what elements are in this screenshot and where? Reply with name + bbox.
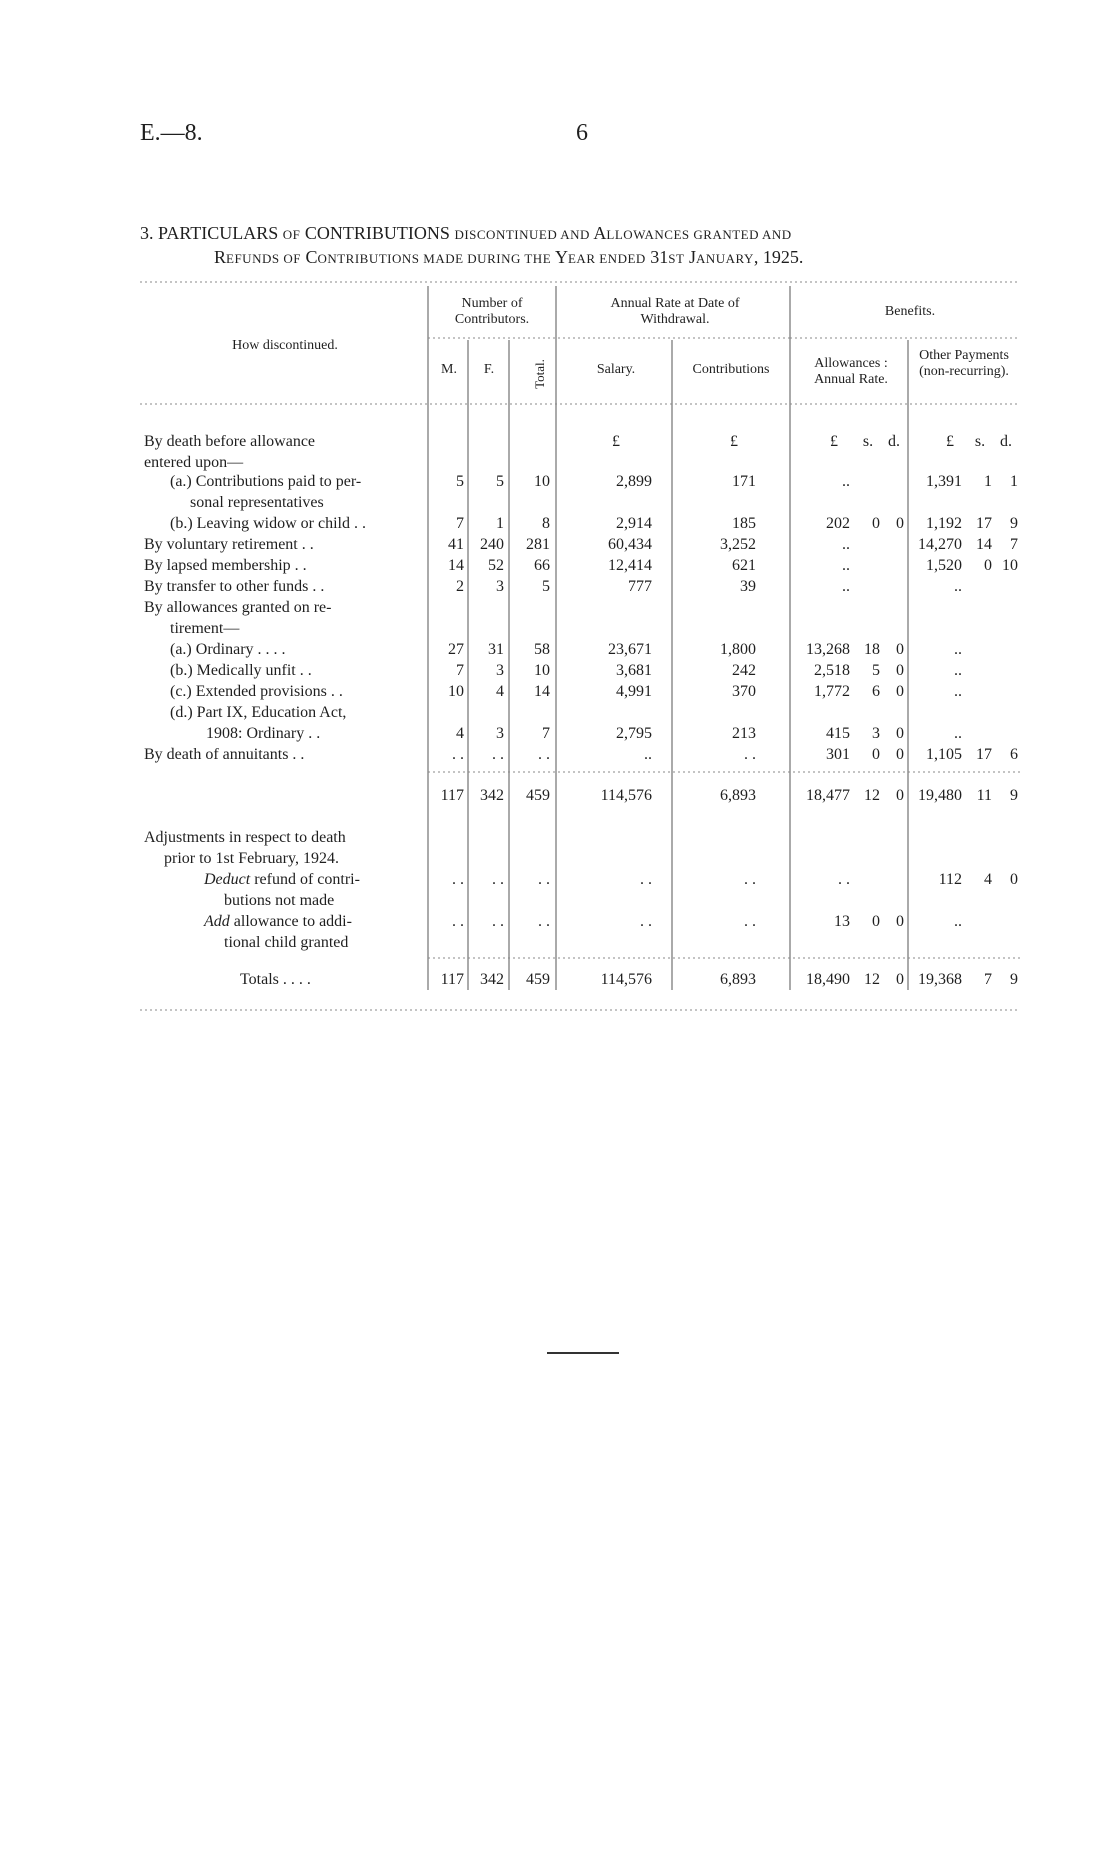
title-line-1 — [140, 223, 792, 243]
title-part: 31 — [645, 247, 669, 267]
cell-total: 7 — [542, 725, 550, 742]
cell-allow-pence: 0 — [896, 725, 904, 742]
unit-other-pounds: £ — [946, 433, 954, 450]
cell-contributions: 185 — [732, 515, 756, 532]
cell-other-pence: 10 — [1002, 557, 1018, 574]
row-label: By lapsed membership . . — [144, 557, 307, 574]
cell-other-shillings: 7 — [984, 971, 992, 988]
cell-other-shillings: 11 — [976, 787, 992, 804]
header-m: M. — [441, 362, 457, 377]
cell-salary: 23,671 — [608, 641, 652, 658]
cell-allow-pounds: 13 — [834, 913, 850, 930]
header-contributions: Contributions — [692, 362, 770, 377]
unit-allow-pence: d. — [888, 433, 900, 450]
cell-total: 5 — [542, 578, 550, 595]
cell-contributions: . . — [744, 746, 756, 763]
title-part: CONTRIBUTIONS — [300, 223, 455, 243]
cell-other-pounds: .. — [954, 662, 962, 679]
cell-f: 3 — [496, 662, 504, 679]
cell-contributions: 370 — [732, 683, 756, 700]
cell-allow-shillings: 12 — [864, 971, 880, 988]
cell-allow-pence: 0 — [896, 971, 904, 988]
cell-salary: 12,414 — [608, 557, 652, 574]
cell-other-pounds: 19,480 — [918, 787, 962, 804]
cell-other-pounds: 1,192 — [926, 515, 962, 532]
title-part: ST — [668, 251, 685, 266]
cell-m: 14 — [448, 557, 464, 574]
cell-salary: 114,576 — [600, 787, 652, 804]
cell-m: 117 — [440, 971, 464, 988]
cell-salary: 3,681 — [616, 662, 652, 679]
document-code: E.—8. — [140, 120, 203, 146]
cell-total: 10 — [534, 662, 550, 679]
cell-m: . . — [452, 746, 464, 763]
cell-allow-shillings: 5 — [872, 662, 880, 679]
cell-other-pounds: .. — [954, 641, 962, 658]
cell-f: . . — [492, 746, 504, 763]
row-label: (d.) Part IX, Education Act, — [170, 704, 347, 721]
cell-allow-pounds: 2,518 — [814, 662, 850, 679]
unit-salary: £ — [612, 433, 620, 450]
cell-allow-pence: 0 — [896, 515, 904, 532]
cell-m: 10 — [448, 683, 464, 700]
cell-contributions: 213 — [732, 725, 756, 742]
title-part: C — [300, 247, 318, 267]
cell-m: 7 — [456, 662, 464, 679]
cell-f: 3 — [496, 725, 504, 742]
cell-contributions: . . — [744, 871, 756, 888]
cell-allow-pounds: 18,490 — [806, 971, 850, 988]
cell-other-pence: 1 — [1010, 473, 1018, 490]
row-label: By allowances granted on re- — [144, 599, 332, 616]
cell-allow-shillings: 3 — [872, 725, 880, 742]
cell-contributions: 39 — [740, 578, 756, 595]
cell-allow-pounds: 18,477 — [806, 787, 850, 804]
header-salary: Salary. — [596, 362, 636, 377]
header-allowances: Allowances : Annual Rate. — [814, 356, 888, 387]
unit-contributions: £ — [730, 433, 738, 450]
row-label: (a.) Ordinary . . . . — [170, 641, 286, 658]
cell-other-shillings: 1 — [984, 473, 992, 490]
cell-contributions: 3,252 — [720, 536, 756, 553]
cell-total: 10 — [534, 473, 550, 490]
cell-salary: 2,795 — [616, 725, 652, 742]
title-part: Y — [551, 247, 568, 267]
row-label: By transfer to other funds . . — [144, 578, 325, 595]
row-label: entered upon— — [144, 454, 244, 471]
cell-allow-pounds: 301 — [826, 746, 850, 763]
row-label: By death of annuitants . . — [144, 746, 305, 763]
unit-other-pence: d. — [1000, 433, 1012, 450]
cell-allow-pence: 0 — [896, 662, 904, 679]
closing-rule — [547, 1352, 619, 1354]
unit-other-shillings: s. — [974, 433, 986, 450]
cell-total: 281 — [526, 536, 550, 553]
cell-other-pounds: .. — [954, 578, 962, 595]
cell-m: 2 — [456, 578, 464, 595]
cell-m: 41 — [448, 536, 464, 553]
row-label: By voluntary retirement . . — [144, 536, 314, 553]
cell-allow-pounds: .. — [842, 578, 850, 595]
row-label: butions not made — [224, 892, 335, 909]
cell-total: 459 — [526, 971, 550, 988]
cell-contributions: 171 — [732, 473, 756, 490]
title-part: ANUARY — [695, 251, 754, 266]
cell-f: 342 — [480, 787, 504, 804]
cell-allow-pence: 0 — [896, 746, 904, 763]
cell-other-pounds: 1,391 — [926, 473, 962, 490]
cell-allow-shillings: 6 — [872, 683, 880, 700]
title-part: A — [589, 223, 607, 243]
cell-other-pence: 9 — [1010, 787, 1018, 804]
cell-f: 4 — [496, 683, 504, 700]
header-other-payments: Other Payments (non-recurring). — [919, 348, 1009, 379]
row-label: Totals . . . . — [240, 971, 311, 988]
cell-other-pence: 0 — [1010, 871, 1018, 888]
cell-allow-shillings: 0 — [872, 746, 880, 763]
cell-f: 1 — [496, 515, 504, 532]
cell-other-shillings: 0 — [984, 557, 992, 574]
row-label: Adjustments in respect to death — [144, 829, 346, 846]
cell-other-shillings: 14 — [976, 536, 992, 553]
row-label: tirement— — [170, 620, 240, 637]
cell-other-pence: 7 — [1010, 536, 1018, 553]
cell-contributions: 6,893 — [720, 971, 756, 988]
cell-allow-pounds: .. — [842, 536, 850, 553]
cell-salary: 2,899 — [616, 473, 652, 490]
header-number-of-contributors: Number of Contributors. — [454, 296, 530, 327]
cell-f: 5 — [496, 473, 504, 490]
cell-f: 31 — [488, 641, 504, 658]
cell-allow-shillings: 0 — [872, 913, 880, 930]
row-label: (b.) Leaving widow or child . . — [170, 515, 366, 532]
cell-total: 14 — [534, 683, 550, 700]
cell-f: . . — [492, 871, 504, 888]
cell-m: 4 — [456, 725, 464, 742]
cell-m: . . — [452, 871, 464, 888]
table-title — [140, 222, 1020, 270]
cell-allow-shillings: 0 — [872, 515, 880, 532]
cell-salary: 4,991 — [616, 683, 652, 700]
cell-total: . . — [538, 913, 550, 930]
header-how-discontinued: How discontinued. — [232, 338, 338, 353]
title-part: J — [684, 247, 696, 267]
title-part: EAR ENDED — [567, 251, 646, 266]
row-label: Deduct refund of contri- — [204, 871, 360, 888]
cell-m: 117 — [440, 787, 464, 804]
cell-other-pounds: 1,520 — [926, 557, 962, 574]
unit-allow-pounds: £ — [830, 433, 838, 450]
row-label: tional child granted — [224, 934, 349, 951]
cell-m: 27 — [448, 641, 464, 658]
row-label: By death before allowance — [144, 433, 316, 450]
cell-f: 240 — [480, 536, 504, 553]
cell-allow-pounds: 1,772 — [814, 683, 850, 700]
cell-total: . . — [538, 746, 550, 763]
cell-allow-shillings: 12 — [864, 787, 880, 804]
header-annual-rate: Annual Rate at Date of Withdrawal. — [610, 296, 740, 327]
cell-salary: . . — [640, 913, 652, 930]
unit-allow-shillings: s. — [862, 433, 874, 450]
cell-other-pence: 9 — [1010, 971, 1018, 988]
row-label: sonal representatives — [190, 494, 324, 511]
cell-m: 5 — [456, 473, 464, 490]
row-label: prior to 1st February, 1924. — [164, 850, 339, 867]
title-part: LLOWANCES GRANTED AND — [606, 227, 792, 242]
row-label: 1908: Ordinary . . — [206, 725, 321, 742]
title-part: 3. PARTICULARS — [140, 223, 283, 243]
page-number: 6 — [576, 120, 588, 146]
cell-contributions: 621 — [732, 557, 756, 574]
cell-f: 52 — [488, 557, 504, 574]
cell-other-shillings: 4 — [984, 871, 992, 888]
cell-other-pence: 6 — [1010, 746, 1018, 763]
cell-allow-pence: 0 — [896, 641, 904, 658]
cell-allow-pounds: .. — [842, 473, 850, 490]
cell-salary: 2,914 — [616, 515, 652, 532]
title-part: OF — [282, 227, 301, 242]
title-line-2 — [140, 246, 1020, 270]
cell-allow-pence: 0 — [896, 913, 904, 930]
title-part: DISCONTINUED AND — [454, 227, 590, 242]
row-label: (c.) Extended provisions . . — [170, 683, 343, 700]
cell-other-pounds: .. — [954, 913, 962, 930]
cell-allow-pounds: . . — [838, 871, 850, 888]
cell-other-pounds: .. — [954, 683, 962, 700]
row-label: (a.) Contributions paid to per- — [170, 473, 362, 490]
cell-contributions: 242 — [732, 662, 756, 679]
cell-allow-shillings: 18 — [864, 641, 880, 658]
cell-m: . . — [452, 913, 464, 930]
cell-allow-pounds: 415 — [826, 725, 850, 742]
title-part: R — [214, 247, 227, 267]
row-label: Add allowance to addi- — [204, 913, 352, 930]
cell-salary: 114,576 — [600, 971, 652, 988]
row-label: (b.) Medically unfit . . — [170, 662, 312, 679]
cell-other-shillings: 17 — [976, 515, 992, 532]
cell-allow-pence: 0 — [896, 683, 904, 700]
cell-f: 3 — [496, 578, 504, 595]
cell-salary: 60,434 — [608, 536, 652, 553]
cell-salary: .. — [644, 746, 652, 763]
cell-contributions: 1,800 — [720, 641, 756, 658]
cell-other-pounds: .. — [954, 725, 962, 742]
title-part: , 1925. — [753, 247, 804, 267]
cell-f: . . — [492, 913, 504, 930]
cell-total: 459 — [526, 787, 550, 804]
cell-total: 66 — [534, 557, 550, 574]
cell-m: 7 — [456, 515, 464, 532]
cell-other-pounds: 1,105 — [926, 746, 962, 763]
cell-salary: 777 — [628, 578, 652, 595]
cell-allow-pounds: 13,268 — [806, 641, 850, 658]
cell-allow-pence: 0 — [896, 787, 904, 804]
cell-total: 58 — [534, 641, 550, 658]
title-part: ONTRIBUTIONS MADE DURING THE — [317, 251, 552, 266]
header-total: Total. — [532, 359, 547, 389]
cell-contributions: . . — [744, 913, 756, 930]
header-benefits: Benefits. — [884, 304, 936, 319]
title-part: EFUNDS OF — [226, 251, 301, 266]
cell-other-pounds: 14,270 — [918, 536, 962, 553]
cell-total: . . — [538, 871, 550, 888]
header-f: F. — [483, 362, 495, 377]
cell-contributions: 6,893 — [720, 787, 756, 804]
cell-allow-pounds: .. — [842, 557, 850, 574]
cell-other-pounds: 19,368 — [918, 971, 962, 988]
cell-other-pence: 9 — [1010, 515, 1018, 532]
cell-f: 342 — [480, 971, 504, 988]
cell-total: 8 — [542, 515, 550, 532]
cell-other-pounds: 112 — [938, 871, 962, 888]
cell-salary: . . — [640, 871, 652, 888]
cell-allow-pounds: 202 — [826, 515, 850, 532]
cell-other-shillings: 17 — [976, 746, 992, 763]
